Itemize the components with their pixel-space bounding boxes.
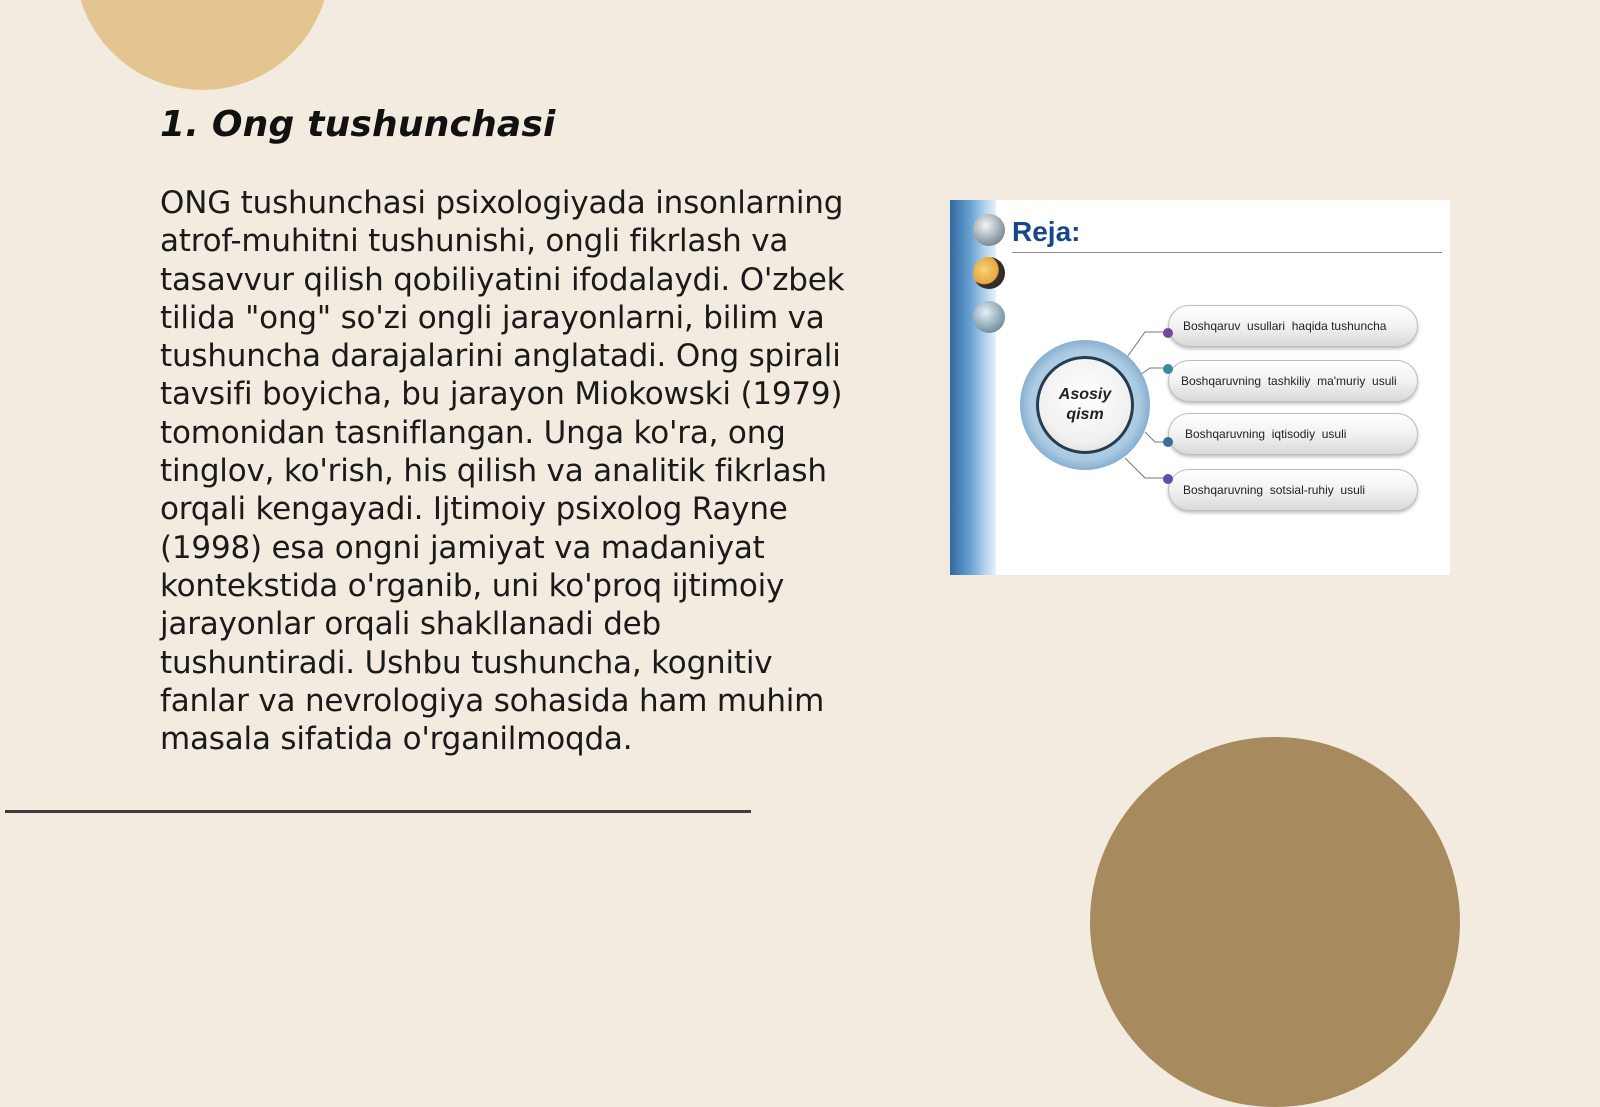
plan-item: Boshqaruv usullari haqida tushuncha [1168, 305, 1418, 347]
divider-line [5, 810, 751, 813]
hub-label: Asosiy qism [1058, 386, 1112, 423]
connector-dot [1163, 474, 1173, 484]
connector-dot [1163, 437, 1173, 447]
plan-diagram-image [950, 200, 1450, 575]
decorative-circle-top [75, 0, 330, 90]
slide-title: 1. Ong tushunchasi [160, 104, 556, 145]
slide-body-text: ONG tushunchasi psixologiyada insonlarning atrof-muhitni tushunishi, ongli fikrlash va tasavvur qilish qobiliyatini ifodalaydi. O'zbek tilida "ong" so'zi ongli jarayonlarni, bilim va tushuncha darajalarini anglatadi. Ong spirali tavsifi boyicha, bu jarayon Miokowski (1979) tomonidan tasniflangan. Unga ko'ra, ong tinglov, ko'rish, his qilish va analitik fikrlash orqali kengayadi. Ijtimoiy psixolog Rayne (1998) esa ongni jamiyat va madaniyat kontekstida o'rganib, uni ko'proq ijtimoiy jarayonlar orqali shakllanadi deb tushuntiradi. Ushbu tushuncha, kognitiv fanlar va nevrologiya sohasida ham muhim masala sifatida o'rganilmoqda. [160, 185, 845, 758]
plan-item: Boshqaruvning tashkiliy ma'muriy usuli [1168, 360, 1418, 402]
plan-item: Boshqaruvning sotsial-ruhiy usuli [1168, 469, 1418, 511]
connector-dot [1163, 364, 1173, 374]
plan-item: Boshqaruvning iqtisodiy usuli [1168, 413, 1418, 455]
plan-heading: Reja: [1012, 216, 1081, 247]
hub-node [1036, 356, 1134, 454]
decorative-circle-bottom [1090, 737, 1460, 1107]
connector-dot [1163, 328, 1173, 338]
